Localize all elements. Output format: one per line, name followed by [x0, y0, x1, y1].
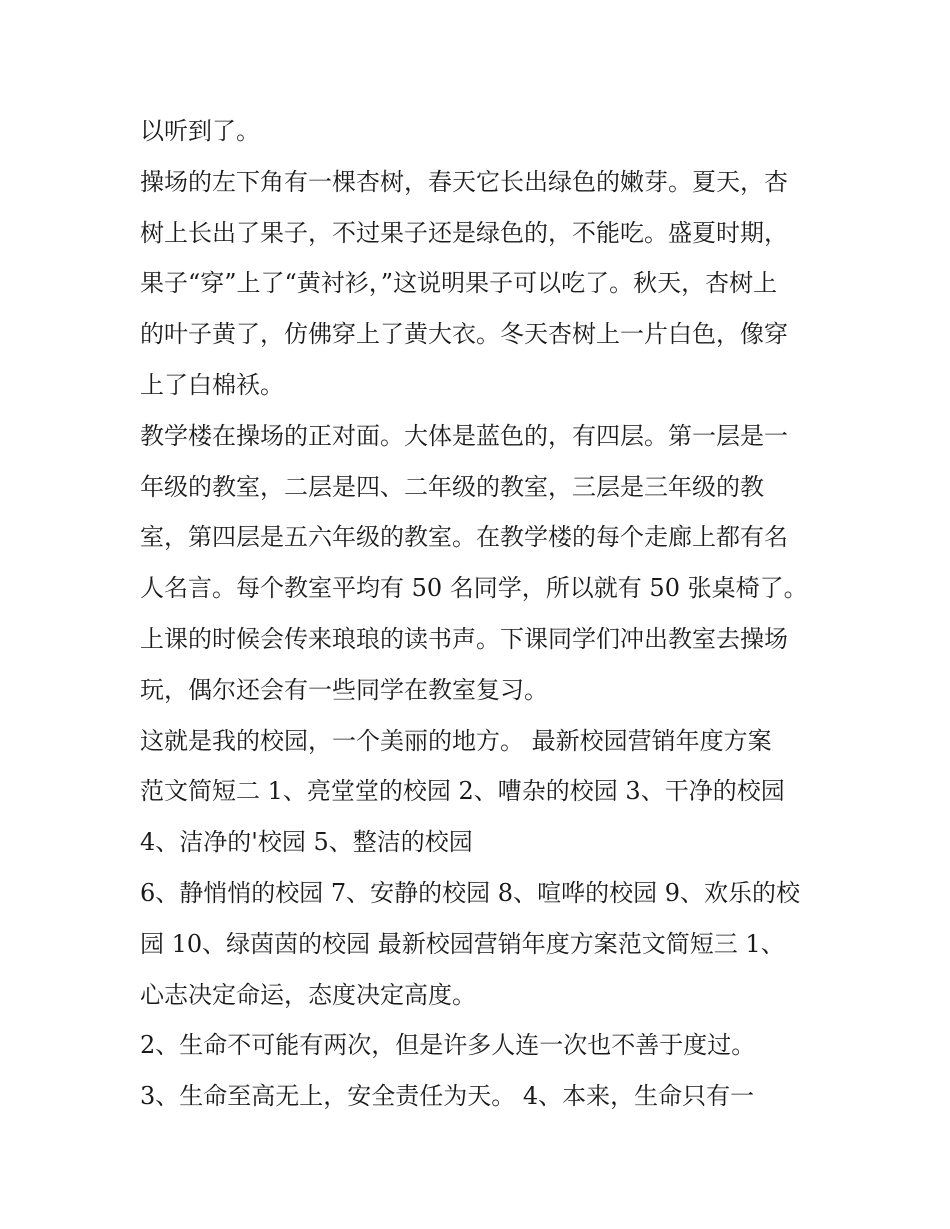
text-line: 操场的左下角有一棵杏树，春天它长出绿色的嫩芽。夏天，杏	[140, 167, 788, 196]
text-line: 6、静悄悄的校园 7、安静的校园 8、喧哗的校园 9、欢乐的校	[140, 878, 800, 907]
text-line: 室，第四层是五六年级的教室。在教学楼的每个走廊上都有名	[140, 523, 788, 552]
text-line: 心志决定命运，态度决定高度。	[140, 980, 476, 1009]
text-line: 这就是我的校园，一个美丽的地方。 最新校园营销年度方案	[140, 726, 772, 755]
text-line: 玩，偶尔还会有一些同学在教室复习。	[140, 675, 548, 704]
text-line: 范文简短二 1、亮堂堂的校园 2、嘈杂的校园 3、干净的校园	[140, 777, 785, 806]
text-line: 以听到了。	[140, 117, 260, 145]
text-line: 教学楼在操场的正对面。大体是蓝色的，有四层。第一层是一	[140, 421, 788, 450]
text-line: 上课的时候会传来琅琅的读书声。下课同学们冲出教室去操场	[140, 624, 788, 653]
text-line: 3、生命至高无上，安全责任为天。 4、本来，生命只有一	[140, 1082, 755, 1111]
text-line: 园 10、绿茵茵的校园 最新校园营销年度方案范文简短三 1、	[140, 929, 785, 958]
document-body	[140, 106, 830, 1122]
text-line: 人名言。每个教室平均有 50 名同学，所以就有 50 张桌椅了。	[140, 574, 808, 603]
text-line: 年级的教室，二层是四、二年级的教室，三层是三年级的教	[140, 472, 764, 501]
text-line: 上了白棉袄。	[140, 370, 284, 399]
text-line: 果子“穿”上了“黄衬衫，”这说明果子可以吃了。秋天，杏树上	[140, 269, 778, 298]
text-line: 2、生命不可能有两次，但是许多人连一次也不善于度过。	[140, 1031, 756, 1060]
text-line: 的叶子黄了，仿佛穿上了黄大衣。冬天杏树上一片白色，像穿	[140, 320, 788, 349]
text-line: 4、洁净的'校园 5、整洁的校园	[140, 828, 473, 857]
text-line: 树上长出了果子，不过果子还是绿色的，不能吃。盛夏时期，	[140, 218, 788, 247]
